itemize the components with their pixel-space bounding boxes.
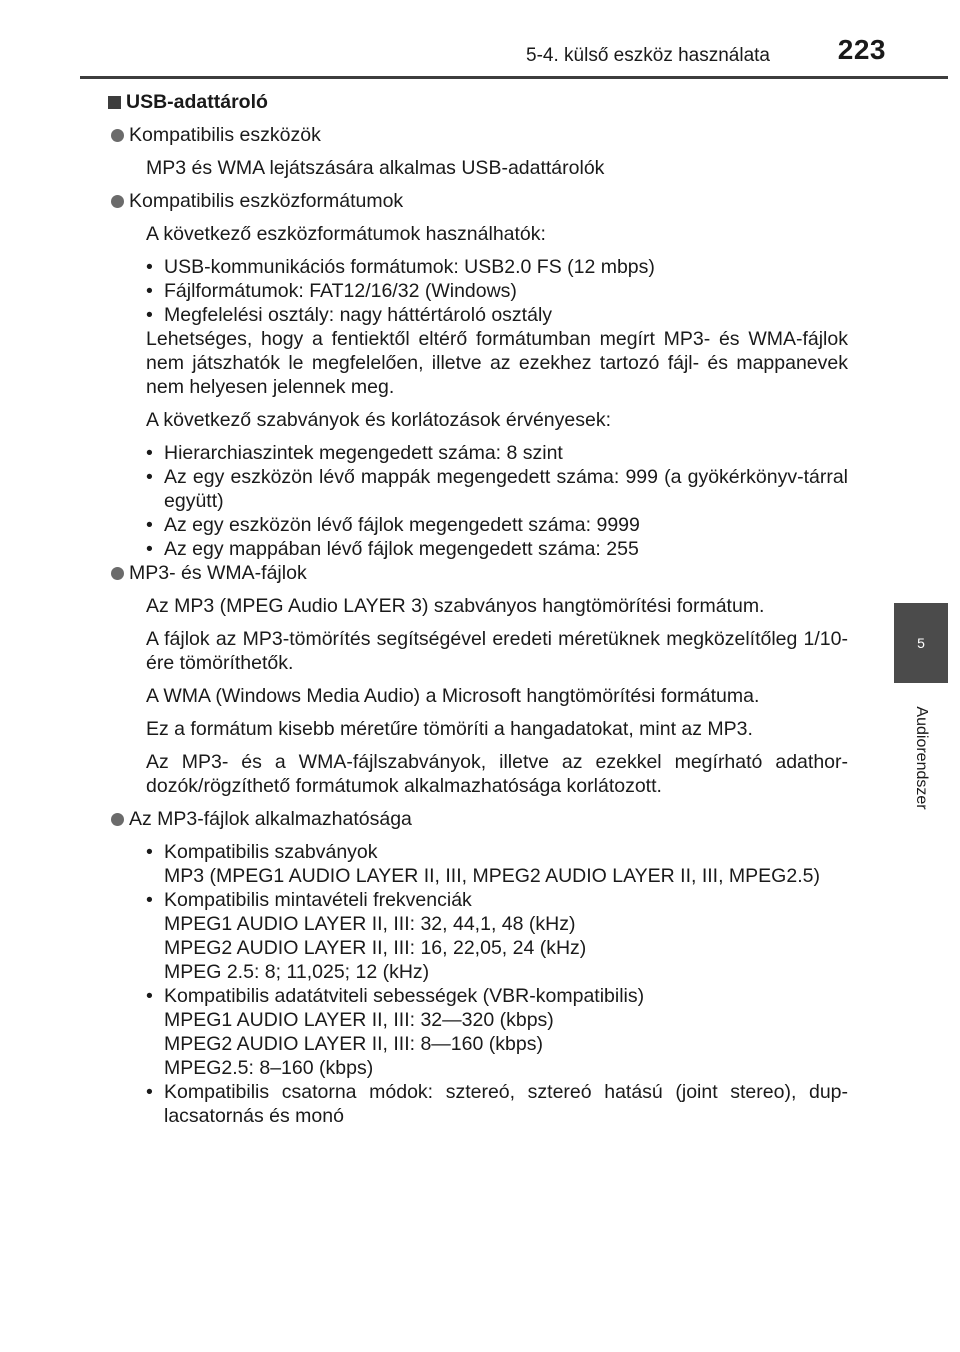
list-item-title: • Kompatibilis adatátviteli sebességek (VBR-kompatibilis)	[164, 985, 645, 1007]
list-item	[146, 888, 848, 984]
list-item	[146, 840, 848, 888]
subsection-title: Az MP3-fájlok alkalmazhatósága	[129, 808, 412, 830]
page-content	[108, 90, 848, 1128]
list-item-text: MPEG2 AUDIO LAYER II, III: 16, 22,05, 24 (kHz)	[164, 937, 587, 959]
bullet-list	[146, 840, 848, 1128]
subsection-heading	[111, 561, 848, 585]
subsection-title: Kompatibilis eszközök	[129, 124, 321, 146]
page-number: 223	[837, 34, 886, 65]
paragraph: Ez a formátum kisebb méretűre tömöríti a hangadatokat, mint az MP3.	[146, 718, 753, 740]
list-item-text: MPEG2 AUDIO LAYER II, III: 8—160 (kbps)	[164, 1033, 543, 1055]
paragraph: Az MP3 (MPEG Audio LAYER 3) szabványos hangtömörítési formátum.	[146, 595, 765, 617]
list-item: • Hierarchiaszintek megengedett száma: 8 szint	[146, 441, 848, 465]
subsection-title: MP3- és WMA-fájlok	[129, 562, 307, 584]
subsection-heading	[111, 189, 848, 213]
heading-text: USB-adattároló	[126, 91, 268, 113]
list-item	[146, 984, 848, 1080]
chapter-number: 5	[917, 635, 925, 651]
bullet-list	[146, 441, 848, 561]
circle-bullet-icon	[111, 567, 124, 580]
subsection-title: Kompatibilis eszközformátumok	[129, 190, 404, 212]
list-item-text: MPEG1 AUDIO LAYER II, III: 32—320 (kbps)	[164, 1009, 554, 1031]
page-header	[80, 28, 948, 79]
list-item-title: • Kompatibilis mintavételi frekvenciák	[164, 889, 472, 911]
bullet-list	[146, 255, 848, 327]
paragraph: A WMA (Windows Media Audio) a Microsoft hangtömörítési formátuma.	[146, 685, 760, 707]
list-item: • Az egy mappában lévő fájlok megengedett száma: 255	[146, 537, 848, 561]
paragraph: A következő eszközformátumok használhatók:	[146, 223, 546, 245]
list-item: • Megfelelési osztály: nagy háttértároló osztály	[146, 303, 848, 327]
circle-bullet-icon	[111, 129, 124, 142]
subsection-heading	[111, 807, 848, 831]
circle-bullet-icon	[111, 195, 124, 208]
section-title: 5-4. külső eszköz használata	[526, 45, 770, 66]
list-item-text: MPEG 2.5: 8; 11,025; 12 (kHz)	[164, 961, 430, 983]
square-bullet-icon	[108, 96, 121, 109]
list-item: • Az egy eszközön lévő fájlok megengedett száma: 9999	[146, 513, 848, 537]
paragraph: Az MP3- és a WMA-fájlszabványok, illetve az ezekkel megírható adathor-dozók/rögzíthető formátumok alkalmazhatósága korlátozott.	[146, 751, 848, 797]
subsection-heading	[111, 123, 848, 147]
list-item: • USB-kommunikációs formátumok: USB2.0 FS (12 mbps)	[146, 255, 848, 279]
paragraph: Lehetséges, hogy a fentiektől eltérő formátumban megírt MP3- és WMA-fájlok nem játszhatók le megfelelően, illetve az ezekhez tartozó fájl- és mappanevek nem helyesen jelennek meg.	[146, 328, 848, 398]
chapter-label: Audiorendszer	[913, 706, 930, 810]
list-item-title: • Kompatibilis szabványok	[164, 841, 378, 863]
list-item: • Fájlformátumok: FAT12/16/32 (Windows)	[146, 279, 848, 303]
chapter-tab	[894, 603, 948, 683]
paragraph: MP3 és WMA lejátszására alkalmas USB-adattárolók	[146, 157, 605, 179]
paragraph: A fájlok az MP3-tömörítés segítségével eredeti méretüknek megközelítőleg 1/10-ére tömöríthetők.	[146, 628, 848, 674]
list-item-text: MPEG1 AUDIO LAYER II, III: 32, 44,1, 48 (kHz)	[164, 913, 576, 935]
list-item-text: MPEG2.5: 8–160 (kbps)	[164, 1057, 374, 1079]
paragraph: A következő szabványok és korlátozások érvényesek:	[146, 409, 611, 431]
list-item: • Az egy eszközön lévő mappák megengedett száma: 999 (a gyökérkönyv-tárral együtt)	[146, 465, 848, 513]
list-item-text: MP3 (MPEG1 AUDIO LAYER II, III, MPEG2 AUDIO LAYER II, III, MPEG2.5)	[164, 865, 820, 887]
circle-bullet-icon	[111, 813, 124, 826]
list-item: • Kompatibilis csatorna módok: sztereó, sztereó hatású (joint stereo), dup-lacsatornás és monó	[146, 1080, 848, 1128]
section-heading	[108, 90, 848, 114]
